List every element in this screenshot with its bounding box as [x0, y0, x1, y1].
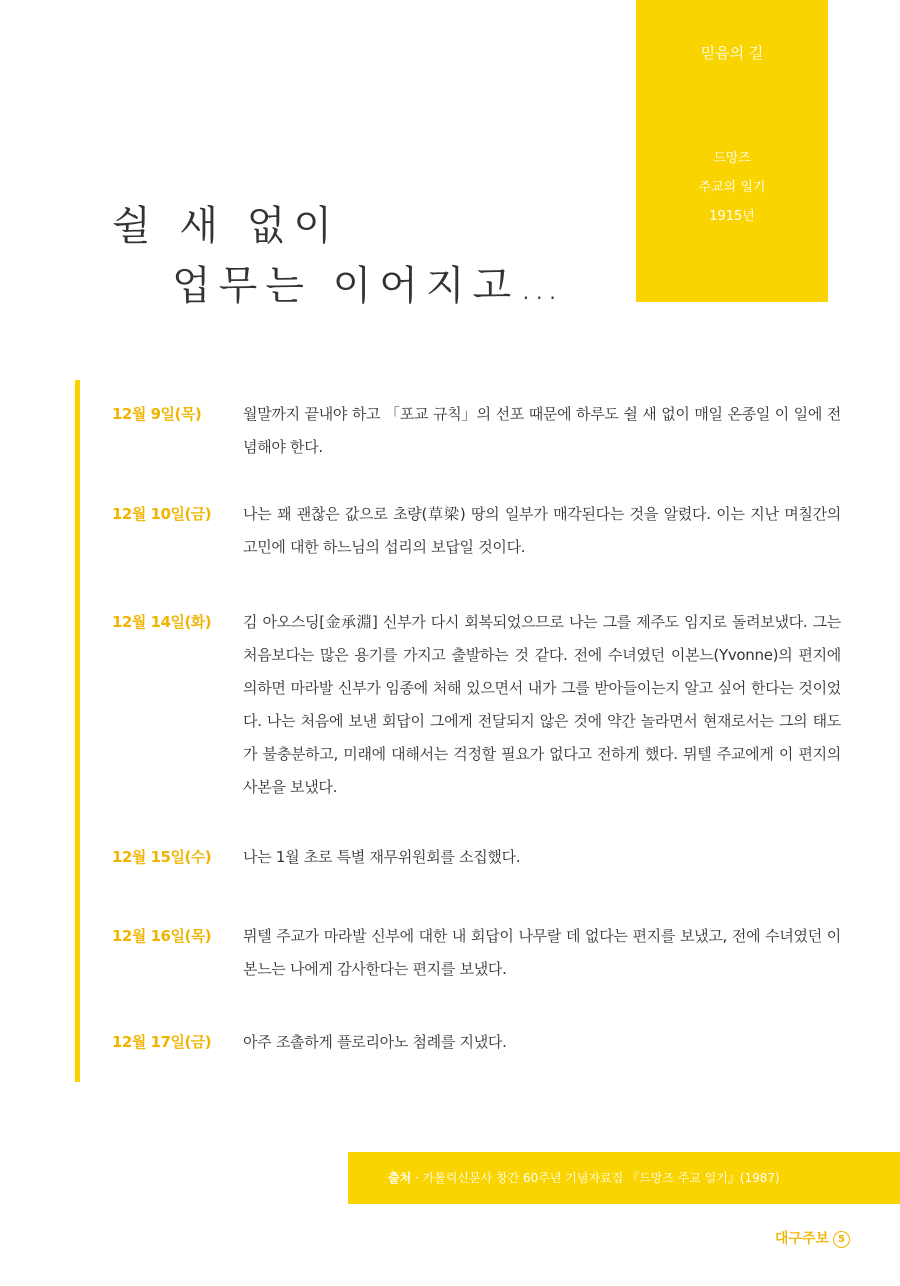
- entry-text: 아주 조촐하게 플로리아노 첨례를 지냈다.: [243, 1033, 507, 1051]
- series-info: [636, 144, 828, 231]
- footer: [775, 1228, 850, 1248]
- section-label: 믿음의 길: [700, 44, 764, 62]
- source-text: 가톨릭신문사 창간 60주년 기념자료집 『드망즈 주교 일기』(1987): [422, 1171, 780, 1185]
- entry-text: 나는 꽤 괜찮은 값으로 초량(草梁) 땅의 일부가 매각된다는 것을 알렸다. 이는 지난 며칠간의 고민에 대한 하느님의 섭리의 보답일 것이다.: [243, 505, 841, 556]
- series-year: 1915년: [709, 209, 755, 224]
- accent-bar: [75, 380, 80, 1082]
- entry-date: 12월 14일(화): [112, 613, 212, 631]
- page-title: [112, 196, 567, 316]
- title-line-2: 업무는 이어지고…: [172, 263, 568, 309]
- entry-text: 김 아오스딩[金承淵] 신부가 다시 회복되었으므로 나는 그를 제주도 임지로 돌려보냈다. 그는 처음보다는 많은 용기를 가지고 출발하는 것 같다. 전에 수녀였던 이본느(Yvonne)의 편지에 의하면 마라발 신부가 임종에 처해 있으면서 내가 그를 받아들이는지 알고 싶어 한다는 것이었다. 나는 처음에 보낸 회답이 그에게 전달되지 않은 것에 약간 놀라면서 현재로서는 그의 태도가 불충분하고, 미래에 대해서는 걱정할 필요가 없다고 전하게 했다. 뮈텔 주교에게 이 편지의 사본을 보냈다.: [243, 613, 841, 796]
- entry-date: 12월 17일(금): [112, 1033, 212, 1051]
- series-title: 주교의 일기: [698, 180, 766, 195]
- entry-text: 뮈텔 주교가 마라발 신부에 대한 내 회답이 나무랄 데 없다는 편지를 보냈고, 전에 수녀였던 이본느는 나에게 감사한다는 편지를 보냈다.: [243, 927, 841, 978]
- source-citation: [348, 1152, 900, 1204]
- title-line-1: 쉴 새 없이: [112, 203, 340, 249]
- entry-date: 12월 15일(수): [112, 848, 212, 866]
- source-label: 출처: [388, 1171, 412, 1185]
- page-number: 5: [833, 1231, 850, 1248]
- entry-date: 12월 16일(목): [112, 927, 212, 945]
- source-separator: ·: [415, 1171, 423, 1185]
- entry-text: 나는 1월 초로 특별 재무위원회를 소집했다.: [243, 848, 521, 866]
- entry-date: 12월 9일(목): [112, 405, 202, 423]
- entry-text: 월말까지 끝내야 하고 「포교 규칙」의 선포 때문에 하루도 쉴 새 없이 매일 온종일 이 일에 전념해야 한다.: [243, 405, 841, 456]
- publication-name: 대구주보: [774, 1231, 829, 1247]
- series-tag-box: [636, 0, 828, 302]
- entry-date: 12월 10일(금): [112, 505, 212, 523]
- series-author: 드망즈: [713, 151, 751, 166]
